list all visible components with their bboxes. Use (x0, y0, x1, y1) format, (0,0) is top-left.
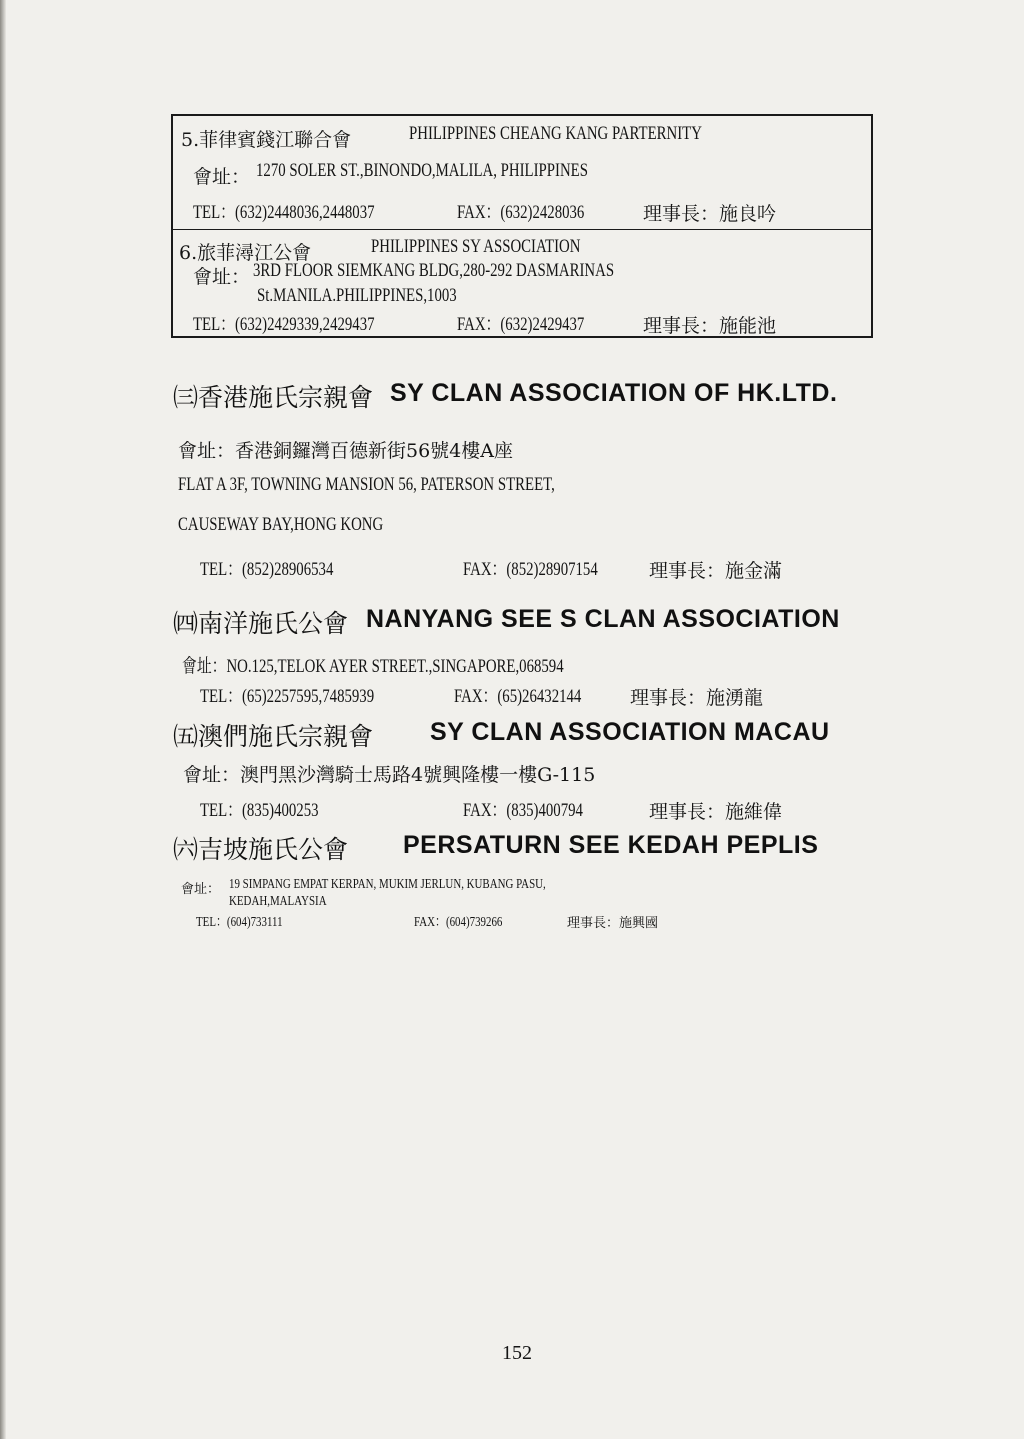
entry-6-address-line-2: St.MANILA.PHILIPPINES,1003 (257, 285, 457, 306)
section-nanyang-heading-en: NANYANG SEE S CLAN ASSOCIATION (366, 605, 840, 633)
page-number: 152 (502, 1342, 532, 1364)
entry-5-address: 1270 SOLER ST.,BINONDO,MALILA, PHILIPPINES (256, 160, 588, 181)
entry-5-fax: FAX：(632)2428036 (457, 202, 585, 223)
section-nanyang-tel: TEL：(65)2257595,7485939 (200, 686, 375, 707)
section-macau-tel: TEL：(835)400253 (200, 800, 319, 821)
table-divider (173, 229, 871, 230)
section-kedah-tel: TEL：(604)733111 (196, 915, 283, 930)
entry-6-name-en: PHILIPPINES SY ASSOCIATION (371, 236, 581, 257)
section-hk-address-en-2: CAUSEWAY BAY,HONG KONG (178, 514, 384, 535)
entry-6-address-line-1: 3RD FLOOR SIEMKANG BLDG,280-292 DASMARINAS (253, 260, 615, 281)
section-macau-address: 會址：澳門黑沙灣騎士馬路4號興隆樓一樓G-115 (183, 764, 596, 786)
section-hk-heading-zh: ㈢香港施氏宗親會 (173, 383, 374, 412)
section-nanyang-chairman: 理事長：施湧龍 (630, 687, 764, 709)
section-macau-heading-en: SY CLAN ASSOCIATION MACAU (430, 718, 830, 746)
section-nanyang-address: 會址：NO.125,TELOK AYER STREET.,SINGAPORE,068594 (182, 656, 564, 677)
section-nanyang-fax: FAX：(65)26432144 (454, 686, 582, 707)
directory-table (171, 114, 873, 338)
section-hk-chairman: 理事長：施金滿 (649, 560, 783, 582)
page-edge (0, 0, 6, 1439)
section-macau-heading-zh: ㈤澳們施氏宗親會 (173, 722, 374, 751)
entry-5-name-en: PHILIPPINES CHEANG KANG PARTERNITY (409, 123, 702, 144)
entry-5-name-zh: 5.菲律賓錢江聯合會 (181, 129, 352, 151)
entry-6-fax: FAX：(632)2429437 (457, 314, 585, 335)
section-kedah-address-line-1: 19 SIMPANG EMPAT KERPAN, MUKIM JERLUN, KUBANG PASU, (229, 877, 546, 892)
section-kedah-address-line-2: KEDAH,MALAYSIA (229, 894, 327, 909)
section-nanyang-heading-zh: ㈣南洋施氏公會 (173, 609, 349, 638)
section-hk-heading-en: SY CLAN ASSOCIATION OF HK.LTD. (390, 379, 838, 407)
entry-5-address-label: 會址： (193, 166, 251, 188)
entry-6-name-zh: 6.旅菲潯江公會 (179, 242, 312, 264)
section-hk-tel: TEL：(852)28906534 (200, 559, 334, 580)
section-kedah-heading-zh: ㈥吉坡施氏公會 (173, 835, 349, 864)
entry-6-address-label: 會址： (193, 266, 251, 288)
section-kedah-heading-en: PERSATURN SEE KEDAH PEPLIS (403, 831, 819, 859)
entry-5-chairman: 理事長：施良吟 (643, 203, 777, 225)
section-hk-address-en-1: FLAT A 3F, TOWNING MANSION 56, PATERSON STREET, (178, 474, 555, 495)
section-macau-chairman: 理事長：施維偉 (649, 801, 783, 823)
section-kedah-chairman: 理事長：施興國 (567, 916, 659, 931)
entry-5-tel: TEL：(632)2448036,2448037 (193, 202, 375, 223)
section-kedah-fax: FAX：(604)739266 (414, 915, 503, 930)
section-hk-fax: FAX：(852)28907154 (463, 559, 598, 580)
entry-6-chairman: 理事長：施能池 (643, 315, 777, 337)
section-kedah-address-label: 會址： (181, 882, 221, 897)
entry-6-tel: TEL：(632)2429339,2429437 (193, 314, 375, 335)
section-macau-fax: FAX：(835)400794 (463, 800, 583, 821)
section-hk-address-zh: 會址：香港銅鑼灣百德新街56號4樓A座 (178, 440, 513, 462)
